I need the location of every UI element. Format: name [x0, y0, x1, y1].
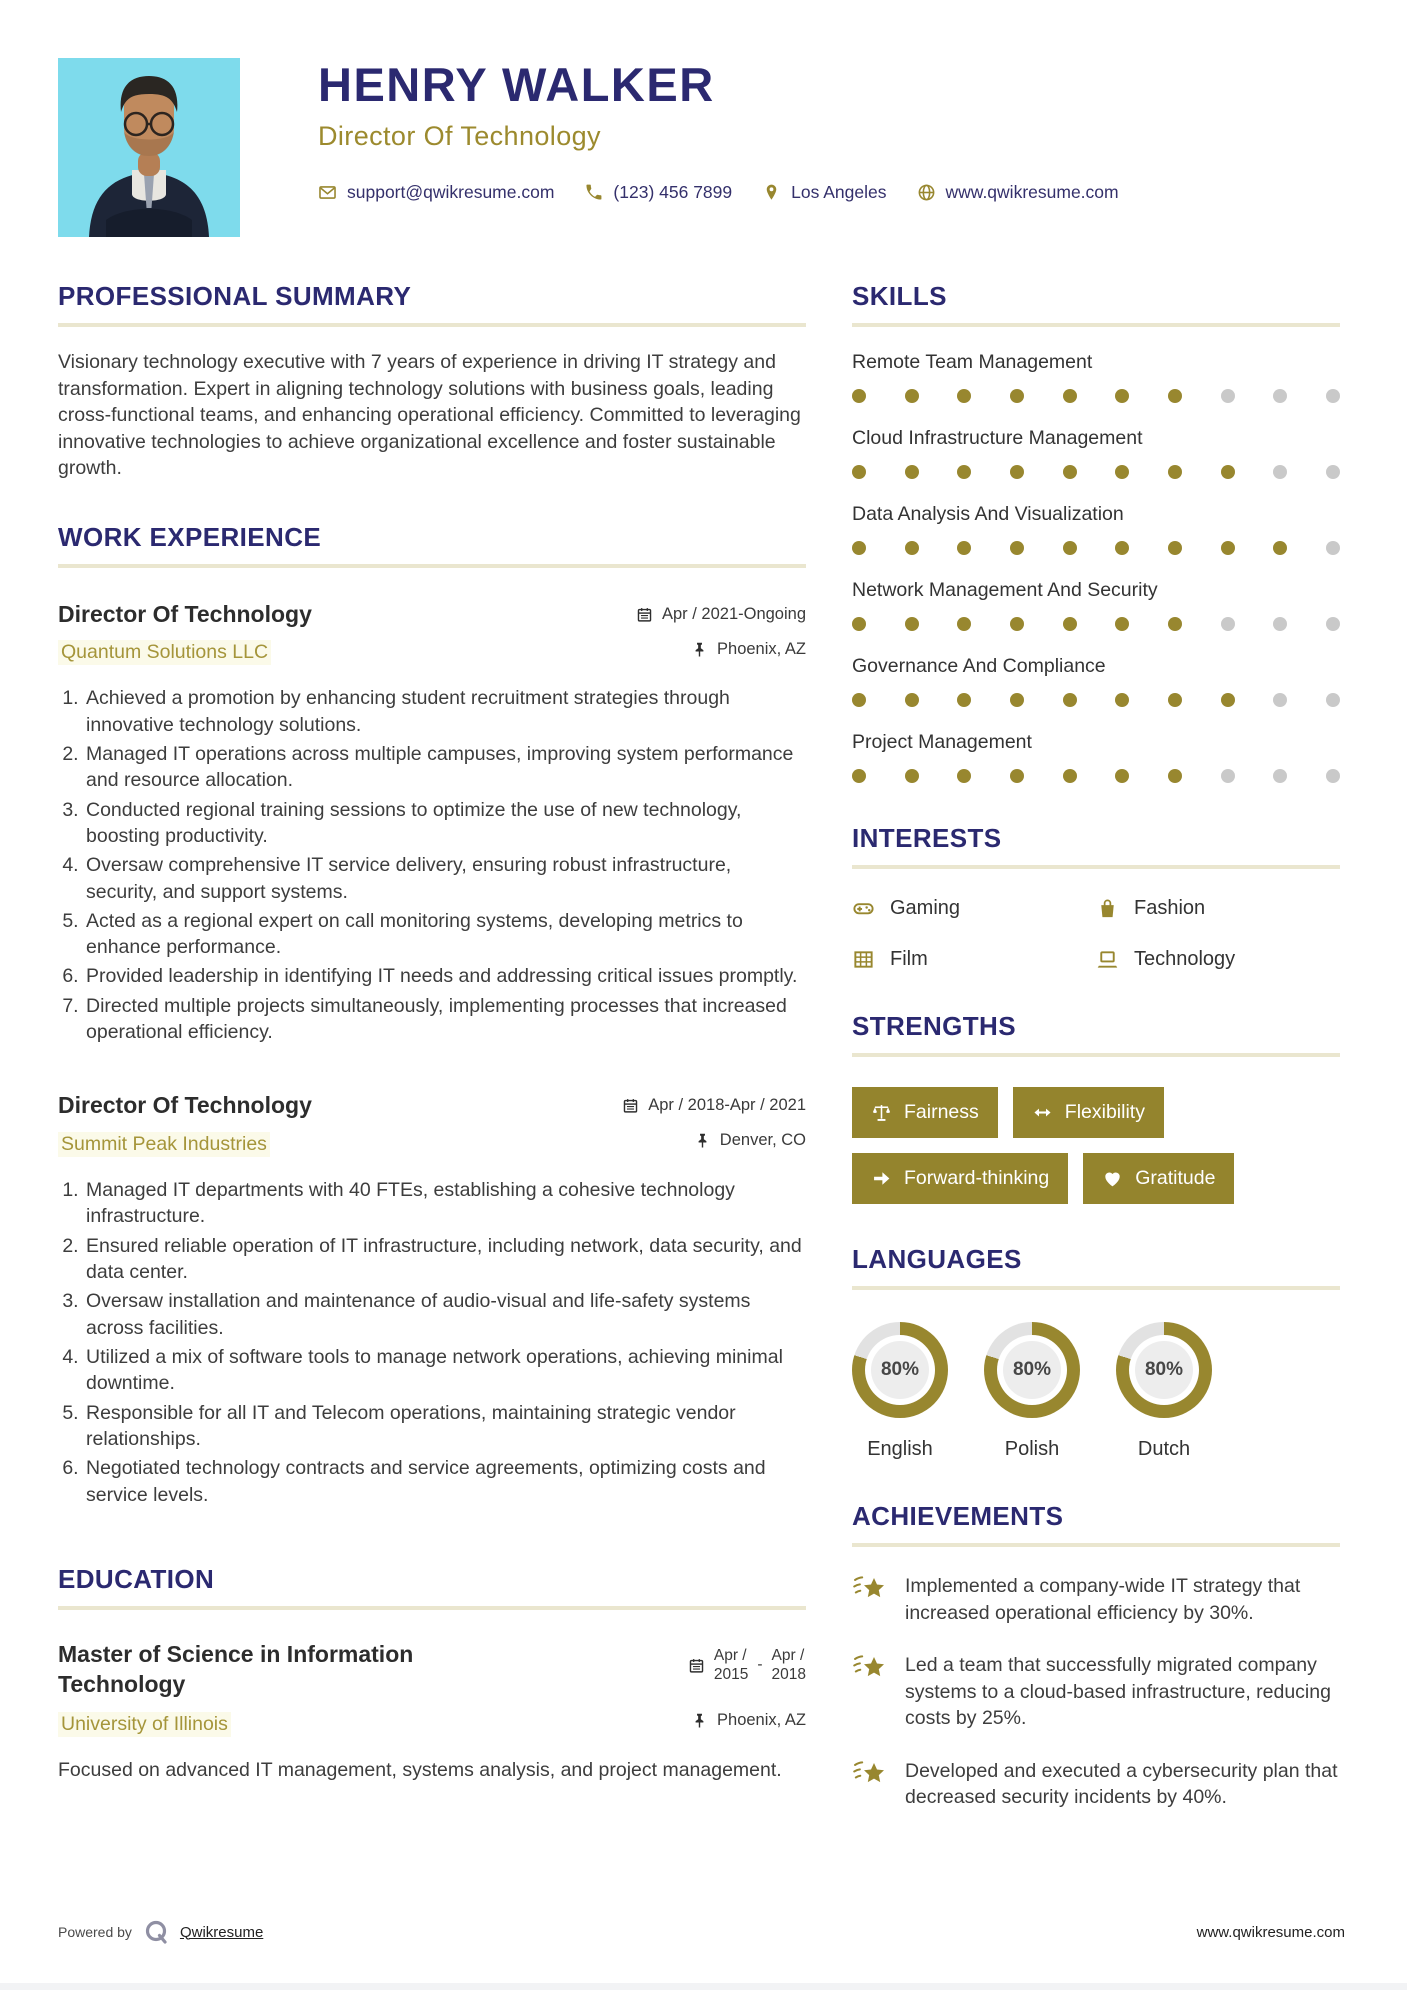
- strength-label: Fairness: [904, 1101, 979, 1123]
- calendar-icon: [688, 1657, 705, 1674]
- contact-phone[interactable]: [584, 182, 732, 203]
- summary-text: Visionary technology executive with 7 years of experience in driving IT strategy and transformation. Expert in aligning technology solutions with business goals, leading cross-functional teams, and enhancing operational efficiency. Committed to leveraging innovative technologies to achieve organizational excellence and foster sustainable growth.: [58, 351, 801, 480]
- language-label: English: [867, 1438, 933, 1460]
- footer-url[interactable]: www.qwikresume.com: [1196, 1923, 1345, 1941]
- skill-dot: [1326, 617, 1340, 631]
- calendar-icon: [622, 1097, 639, 1114]
- education-location: [688, 1711, 806, 1730]
- skill-dots: [852, 769, 1340, 783]
- skill-dot: [1115, 465, 1129, 479]
- skill-dot: [1115, 769, 1129, 783]
- arrow-right-icon: [871, 1168, 892, 1189]
- skill-dot: [957, 389, 971, 403]
- section-rule: [852, 1053, 1340, 1057]
- interest-label: Technology: [1134, 948, 1236, 970]
- candidate-title: Director Of Technology: [318, 120, 601, 151]
- education-start-year: 2015: [713, 1666, 749, 1684]
- language-progress-ring: [1116, 1322, 1212, 1418]
- job-date-text: Apr / 2021-Ongoing: [661, 604, 806, 623]
- achievement-item: [852, 1758, 1340, 1811]
- skill-dot: [1010, 693, 1024, 707]
- skill-dots: [852, 465, 1340, 479]
- skill-dot: [1326, 693, 1340, 707]
- job-meta: [622, 1091, 806, 1150]
- achievement-item: [852, 1652, 1340, 1732]
- section-rule: [852, 1286, 1340, 1290]
- job-date-text: Apr / 2018-Apr / 2021: [648, 1096, 806, 1115]
- skills-list: [852, 351, 1340, 783]
- achievement-text: Developed and executed a cybersecurity plan that decreased security incidents by 40%.: [905, 1759, 1338, 1809]
- contact-website[interactable]: [917, 182, 1119, 203]
- interests-grid: [852, 897, 1340, 971]
- strength-badge: [1083, 1153, 1234, 1204]
- skill-dot: [852, 769, 866, 783]
- experience-bullet: 1. Managed IT departments with 40 FTEs, establishing a cohesive technology infrastructure.: [84, 1177, 806, 1230]
- language-item: [984, 1322, 1080, 1461]
- skill-dot: [1273, 769, 1287, 783]
- skill-dot: [957, 617, 971, 631]
- heart-icon: [1102, 1168, 1123, 1189]
- skill-dot: [852, 693, 866, 707]
- language-percent: 80%: [1135, 1341, 1193, 1399]
- education-meta: [688, 1640, 806, 1730]
- skill-dot: [905, 617, 919, 631]
- job-header: [58, 600, 806, 666]
- language-label: Dutch: [1137, 1438, 1191, 1460]
- skill-dot: [1010, 465, 1024, 479]
- job-company: Summit Peak Industries: [58, 1132, 270, 1157]
- job-location: [622, 1131, 806, 1150]
- skill-dot: [905, 693, 919, 707]
- strength-label: Forward-thinking: [904, 1167, 1050, 1189]
- skill-dot: [957, 465, 971, 479]
- skill-label: Remote Team Management: [852, 351, 1093, 373]
- section-rule: [852, 865, 1340, 869]
- qwikresume-logo-icon: [142, 1918, 170, 1946]
- map-pin-icon: [762, 183, 781, 202]
- interest-item: [1096, 948, 1340, 971]
- contact-website-text: www.qwikresume.com: [945, 181, 1119, 202]
- strength-label: Flexibility: [1064, 1101, 1145, 1123]
- interest-item: [852, 948, 1096, 971]
- skill-item: [852, 503, 1340, 555]
- skill-dot: [1168, 541, 1182, 555]
- skill-dot: [1010, 769, 1024, 783]
- job-bullets: [58, 1177, 806, 1508]
- language-percent: 80%: [871, 1341, 929, 1399]
- page-bottom-strip: [0, 1983, 1407, 1990]
- education-location-text: Phoenix, AZ: [717, 1710, 806, 1729]
- education-end-year: 2018: [771, 1666, 806, 1684]
- pushpin-icon: [694, 1132, 711, 1149]
- skill-dot: [905, 465, 919, 479]
- skill-dot: [1221, 465, 1235, 479]
- job-left: [58, 600, 312, 666]
- film-icon: [852, 948, 875, 971]
- skill-label: Data Analysis And Visualization: [852, 503, 1124, 525]
- ring-hole: [865, 1335, 935, 1405]
- globe-icon: [917, 183, 936, 202]
- skill-label: Project Management: [852, 731, 1032, 753]
- experience-bullet: 7. Directed multiple projects simultaneously, implementing processes that increased operational efficiency.: [84, 993, 806, 1046]
- skill-dot: [1063, 769, 1077, 783]
- skills-heading: SKILLS: [852, 281, 947, 311]
- section-achievements: [852, 1501, 1340, 1811]
- interest-label: Fashion: [1134, 897, 1206, 919]
- languages-list: [852, 1322, 1340, 1461]
- skill-dot: [957, 541, 971, 555]
- school-name: University of Illinois: [58, 1712, 231, 1737]
- experience-bullet: 2. Managed IT operations across multiple campuses, improving system performance and resource allocation.: [84, 741, 806, 794]
- contact-email-text: support@qwikresume.com: [347, 181, 555, 202]
- calendar-icon: [636, 606, 653, 623]
- header-text: [318, 58, 1119, 237]
- experience-bullet: 5. Responsible for all IT and Telecom operations, maintaining strategic vendor relationships.: [84, 1400, 806, 1453]
- skill-dot: [1115, 617, 1129, 631]
- skill-dots: [852, 389, 1340, 403]
- language-percent: 80%: [1003, 1341, 1061, 1399]
- job-entry: [58, 600, 806, 1046]
- body-columns: [0, 281, 1407, 1851]
- job-left: [58, 1091, 312, 1157]
- skill-dot: [1063, 389, 1077, 403]
- skill-dot: [1115, 693, 1129, 707]
- phone-icon: [584, 183, 603, 202]
- qwikresume-brand-link[interactable]: Qwikresume: [179, 1923, 264, 1941]
- contact-row: [318, 182, 1119, 203]
- contact-email[interactable]: [318, 182, 554, 203]
- section-rule: [58, 1606, 806, 1610]
- skill-dot: [1168, 617, 1182, 631]
- achievement-item: [852, 1573, 1340, 1626]
- job-title: Director Of Technology: [58, 600, 312, 627]
- skill-dot: [1168, 693, 1182, 707]
- job-location-text: Phoenix, AZ: [717, 639, 806, 658]
- shooting-star-icon: [852, 1758, 888, 1792]
- skill-label: Network Management And Security: [852, 579, 1158, 601]
- interest-item: [852, 897, 1096, 920]
- right-column: [852, 281, 1340, 1851]
- language-item: [852, 1322, 948, 1461]
- contact-location-text: Los Angeles: [791, 181, 887, 202]
- resume-header: [0, 0, 1407, 237]
- interest-label: Gaming: [890, 897, 961, 919]
- arrows-horizontal-icon: [1032, 1102, 1053, 1123]
- skill-dot: [957, 693, 971, 707]
- skill-dot: [1010, 389, 1024, 403]
- skill-label: Cloud Infrastructure Management: [852, 427, 1143, 449]
- degree-title: Master of Science in Information Technology: [58, 1640, 414, 1697]
- skill-dot: [905, 769, 919, 783]
- job-meta: [636, 600, 806, 659]
- experience-bullet: 4. Oversaw comprehensive IT service delivery, ensuring robust infrastructure, security, and support systems.: [84, 852, 806, 905]
- pushpin-icon: [691, 1712, 708, 1729]
- skill-item: [852, 731, 1340, 783]
- achievements-list: [852, 1573, 1340, 1811]
- skill-dot: [1326, 389, 1340, 403]
- skill-dot: [1063, 617, 1077, 631]
- skill-dot: [1221, 541, 1235, 555]
- candidate-name: HENRY WALKER: [318, 58, 715, 111]
- skill-dots: [852, 541, 1340, 555]
- experience-bullet: 6. Negotiated technology contracts and service agreements, optimizing costs and service levels.: [84, 1455, 806, 1508]
- experience-bullet: 3. Oversaw installation and maintenance of audio-visual and life-safety systems across facilities.: [84, 1288, 806, 1341]
- page-footer: [58, 1918, 1345, 1946]
- section-rule: [852, 1543, 1340, 1547]
- experience-bullet: 6. Provided leadership in identifying IT needs and addressing critical issues promptly.: [84, 963, 806, 989]
- education-entry: [58, 1640, 806, 1737]
- skill-dot: [852, 465, 866, 479]
- strength-badge: [1013, 1087, 1164, 1138]
- skill-dot: [1326, 465, 1340, 479]
- education-description: Focused on advanced IT management, systems analysis, and project management.: [58, 1758, 782, 1781]
- ring-hole: [997, 1335, 1067, 1405]
- languages-heading: LANGUAGES: [852, 1244, 1022, 1274]
- skill-dots: [852, 617, 1340, 631]
- education-date-separator: -: [757, 1656, 763, 1674]
- skill-dot: [1221, 693, 1235, 707]
- work-heading: WORK EXPERIENCE: [58, 521, 322, 552]
- section-rule: [852, 323, 1340, 327]
- skill-dot: [1115, 541, 1129, 555]
- experience-bullet: 5. Acted as a regional expert on call monitoring systems, developing metrics to enhance performance.: [84, 908, 806, 961]
- skill-dots: [852, 693, 1340, 707]
- section-rule: [58, 323, 806, 327]
- skill-dot: [957, 769, 971, 783]
- education-date: [688, 1646, 806, 1685]
- skill-dot: [1221, 617, 1235, 631]
- section-rule: [58, 564, 806, 568]
- job-date: [636, 605, 806, 624]
- job-location-text: Denver, CO: [719, 1131, 806, 1150]
- education-end-month: Apr /: [771, 1646, 805, 1664]
- ring-hole: [1129, 1335, 1199, 1405]
- skill-dot: [1221, 769, 1235, 783]
- skill-dot: [852, 617, 866, 631]
- contact-phone-text: (123) 456 7899: [613, 181, 733, 202]
- strength-badges: [852, 1087, 1340, 1204]
- experience-bullet: 1. Achieved a promotion by enhancing student recruitment strategies through innovative technology solutions.: [84, 685, 806, 738]
- skill-dot: [852, 389, 866, 403]
- powered-by-label: Powered by: [58, 1924, 132, 1940]
- skill-label: Governance And Compliance: [852, 655, 1106, 677]
- job-entry: [58, 1091, 806, 1508]
- section-interests: [852, 823, 1340, 971]
- experience-bullet: 2. Ensured reliable operation of IT infrastructure, including network, data security, and data center.: [84, 1233, 806, 1286]
- left-column: [58, 281, 806, 1851]
- skill-dot: [1273, 389, 1287, 403]
- skill-dot: [1168, 465, 1182, 479]
- summary-heading: PROFESSIONAL SUMMARY: [58, 281, 412, 311]
- interests-heading: INTERESTS: [852, 823, 1002, 853]
- job-bullets: [58, 685, 806, 1045]
- language-progress-ring: [852, 1322, 948, 1418]
- skill-dot: [1063, 541, 1077, 555]
- language-progress-ring: [984, 1322, 1080, 1418]
- strength-label: Gratitude: [1135, 1167, 1216, 1189]
- contact-location: [762, 182, 886, 203]
- section-skills: [852, 281, 1340, 783]
- job-date: [622, 1096, 806, 1115]
- shopping-bag-icon: [1096, 897, 1119, 920]
- job-header: [58, 1091, 806, 1157]
- profile-photo: [58, 58, 240, 237]
- job-location: [636, 640, 806, 659]
- language-item: [1116, 1322, 1212, 1461]
- laptop-icon: [1096, 948, 1119, 971]
- skill-dot: [1010, 617, 1024, 631]
- strength-badge: [852, 1153, 1068, 1204]
- skill-dot: [1168, 389, 1182, 403]
- skill-dot: [1221, 389, 1235, 403]
- skill-dot: [1063, 693, 1077, 707]
- skill-dot: [1326, 769, 1340, 783]
- achievement-text: Led a team that successfully migrated company systems to a cloud-based infrastructure, reducing costs by 25%.: [905, 1654, 1331, 1730]
- education-date-start: [714, 1646, 748, 1685]
- skill-dot: [905, 541, 919, 555]
- skill-dot: [1168, 769, 1182, 783]
- language-label: Polish: [1004, 1438, 1060, 1460]
- shooting-star-icon: [852, 1652, 888, 1686]
- section-work-experience: [58, 522, 806, 1508]
- scales-icon: [871, 1102, 892, 1123]
- achievement-text: Implemented a company-wide IT strategy that increased operational efficiency by 30%.: [905, 1575, 1301, 1624]
- skill-item: [852, 579, 1340, 631]
- skill-item: [852, 351, 1340, 403]
- section-professional-summary: [58, 281, 806, 482]
- skill-dot: [852, 541, 866, 555]
- skill-dot: [1326, 541, 1340, 555]
- footer-brand-group: [58, 1918, 263, 1946]
- skill-item: [852, 427, 1340, 479]
- achievements-heading: ACHIEVEMENTS: [852, 1501, 1064, 1531]
- skill-dot: [1273, 465, 1287, 479]
- strengths-heading: STRENGTHS: [852, 1011, 1016, 1041]
- job-title: Director Of Technology: [58, 1092, 312, 1119]
- skill-dot: [1115, 389, 1129, 403]
- job-company: Quantum Solutions LLC: [58, 640, 271, 665]
- education-heading: EDUCATION: [58, 1563, 215, 1594]
- section-education: [58, 1564, 806, 1783]
- experience-bullet: 3. Conducted regional training sessions to optimize the use of new technology, boosting productivity.: [84, 797, 806, 850]
- strength-badge: [852, 1087, 998, 1138]
- skill-dot: [1063, 465, 1077, 479]
- envelope-icon: [318, 183, 337, 202]
- interest-item: [1096, 897, 1340, 920]
- skill-dot: [1010, 541, 1024, 555]
- skill-dot: [905, 389, 919, 403]
- education-left: [58, 1640, 518, 1737]
- section-strengths: [852, 1011, 1340, 1204]
- skill-dot: [1273, 541, 1287, 555]
- gamepad-icon: [852, 897, 875, 920]
- skill-dot: [1273, 693, 1287, 707]
- pushpin-icon: [691, 641, 708, 658]
- experience-bullet: 4. Utilized a mix of software tools to manage network operations, achieving minimal downtime.: [84, 1344, 806, 1397]
- section-languages: [852, 1244, 1340, 1461]
- skill-dot: [1273, 617, 1287, 631]
- skill-item: [852, 655, 1340, 707]
- shooting-star-icon: [852, 1573, 888, 1607]
- education-start-month: Apr /: [713, 1646, 747, 1664]
- education-date-end: [772, 1646, 806, 1685]
- interest-label: Film: [890, 948, 928, 970]
